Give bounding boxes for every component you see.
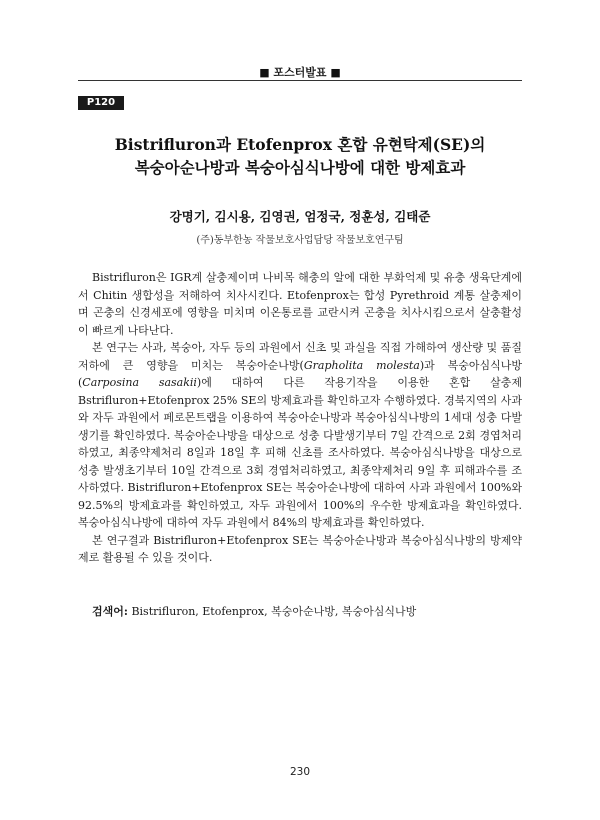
- abstract-p2-text-c: )에 대하여 다른 작용기작을 이용한 혼합 살충제 Bstrifluron+Etofenprox 25% SE의 방제효과를 확인하고자 수행하였다. 경북지역의 사과와 자두 과원에서 페로몬트랩을 이용하여 복숭아순나방과 복숭아심식나방의 1세대 성충 다발생기를 확인하였다. 복숭아순나방을 대상으로 성충 다발생기부터 7일 간격으로 2회 경엽처리하였고, 최종약제처리 8일과 18일 후 피해 신초를 조사하였다. 복숭아심식나방을 대상으로 성충 발생초기부터 10일 간격으로 3회 경엽처리하였고, 최종약제처리 9일 후 피해과수를 조사하였다. Bistrifluron+Etofenprox SE는 복숭아순나방에 대하여 사과 과원에서 100%와 92.5%의 방제효과를 확인하였고, 자두 과원에서 100%의 우수한 방제효과을 확인하였다. 복숭아심식나방에 대하여 자두 과원에서 84%의 방제효과를 확인하였다.: [78, 376, 522, 529]
- page-number: 230: [289, 766, 311, 778]
- paper-title: [78, 133, 522, 179]
- scientific-name-carposina: Carposina sasakii: [82, 376, 197, 389]
- author-list: 강명기, 김시용, 김영권, 엄정국, 정훈성, 김태준: [169, 209, 431, 224]
- keywords-text: Bistrifluron, Etofenprox, 복숭아순나방, 복숭아심식나방: [127, 605, 417, 618]
- abstract-p2-text-a: 본 연구는 사과, 복숭아, 자두 등의 과원에서 신초 및 과실을 직접 가해하여 생산량 및 품질저하에 큰 영향을 미치는 복숭아순나방(: [78, 341, 522, 372]
- title-line-2: 복숭아순나방과 복숭아심식나방에 대한 방제효과: [134, 158, 466, 177]
- poster-id-badge: P120: [78, 96, 124, 110]
- scientific-name-grapholita: Grapholita molesta: [303, 358, 420, 372]
- abstract-paragraph-3: 본 연구결과 Bistrifluron+Etofenprox SE는 복숭아순나방과 복숭아심식나방의 방제약제로 활용될 수 있을 것이다.: [78, 533, 522, 564]
- section-header: ■ 포스터발표 ■: [259, 66, 341, 79]
- abstract-body: [78, 269, 522, 567]
- keywords: [78, 603, 522, 619]
- header-divider: [78, 80, 522, 81]
- affiliation: (주)동부한농 작물보호사업담당 작물보호연구팀: [196, 235, 404, 246]
- abstract-paragraph-2: [78, 339, 522, 532]
- abstract-p2-text-b: )과 복숭아심식나방(: [78, 358, 523, 389]
- abstract-paragraph-1: Bistrifluron은 IGR계 살충제이며 나비목 해충의 알에 대한 부화억제 및 유충 생육단계에서 Chitin 생합성을 저해하여 치사시킨다. Etofenprox는 합성 Pyrethroid 계통 살충제이며 곤충의 신경세포에 영향을 미치며 이온통로를 교란시켜 곤충을 치사시킴으로서 살충활성이 빠르게 나타난다.: [78, 271, 522, 337]
- keywords-label: 검색어:: [92, 605, 128, 618]
- title-line-1: Bistrifluron과 Etofenprox 혼합 유현탁제(SE)의: [114, 135, 486, 154]
